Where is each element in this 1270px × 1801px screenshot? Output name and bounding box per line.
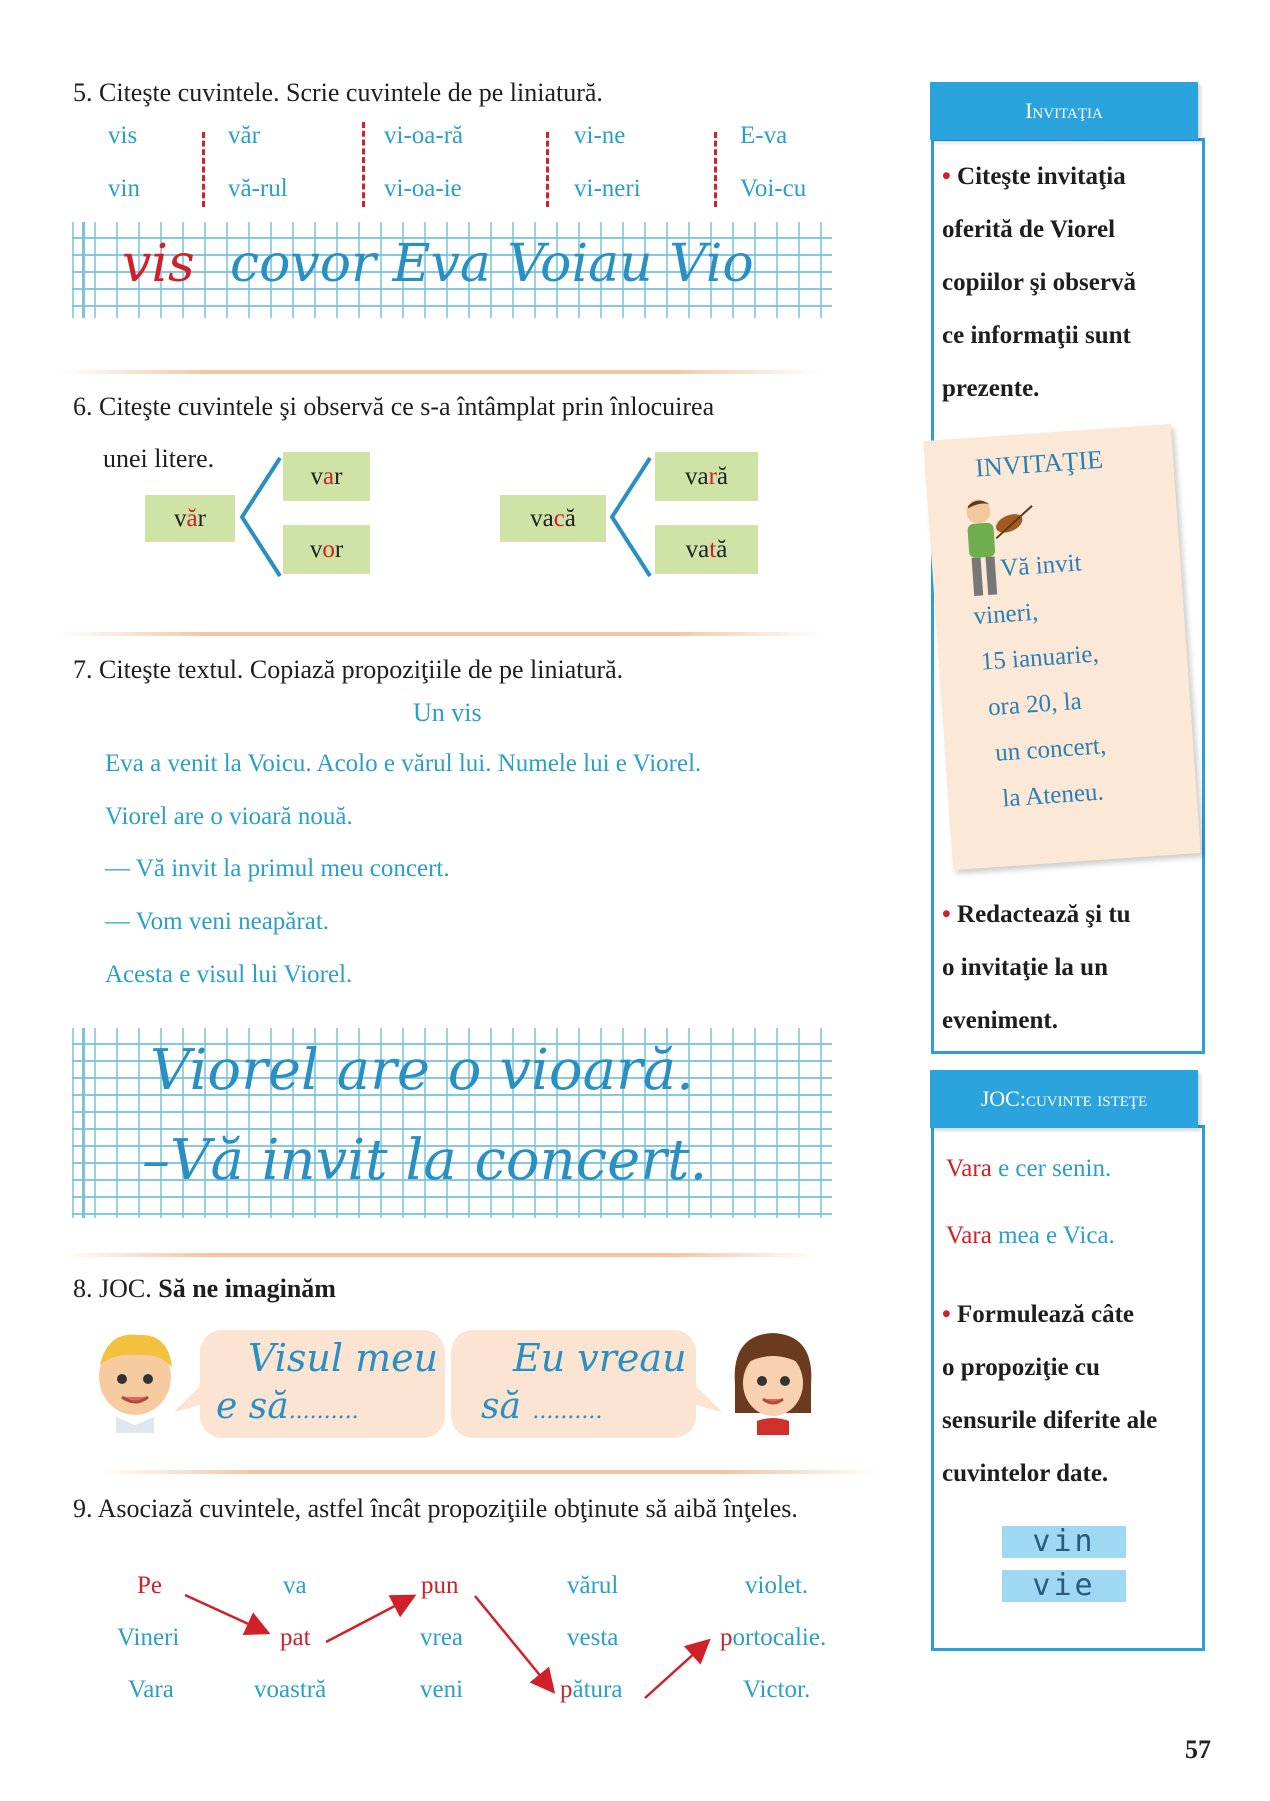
ex7-handwriting-line1: Viorel are o vioară.: [150, 1038, 694, 1103]
word-part: Vineri: [117, 1624, 180, 1651]
ex9-word: [560, 1676, 622, 1704]
word-part-red: p: [720, 1624, 733, 1651]
letter: v: [309, 535, 323, 563]
ex9-heading: 9. Asociază cuvintele, astfel încât propoziţiile obţinute să aibă înţeles.: [73, 1494, 798, 1523]
invitation-line: Vă invit: [999, 549, 1083, 583]
intro-line: copiilor şi observă: [942, 269, 1136, 296]
ex9-word: [743, 1676, 810, 1704]
changed-letter: a: [323, 462, 335, 490]
invitation-card: [923, 424, 1200, 870]
word-part: Victor.: [743, 1676, 811, 1703]
ex7-heading: 7. Citeşte textul. Copiază propoziţiile de pe liniatură.: [73, 655, 624, 684]
section-divider: [60, 632, 820, 636]
bullet-icon: •: [942, 1301, 951, 1328]
ex5-word: vis: [108, 122, 138, 149]
ex9-word: [254, 1676, 326, 1704]
changed-letter: r: [708, 462, 717, 490]
bubble-text: Visul meu: [248, 1336, 439, 1380]
game-sentence: [946, 1155, 1111, 1183]
bubble-text: [216, 1386, 359, 1427]
sentence-rest: e cer senin.: [991, 1155, 1112, 1182]
ex5-word: vin: [108, 175, 140, 202]
intro-line: prezente.: [942, 375, 1040, 402]
intro-line: Citeşte invitaţia: [957, 163, 1126, 190]
sidebar-invitation-intro: [942, 150, 1197, 415]
arrow: [645, 1642, 707, 1698]
word-part: Vara: [128, 1676, 174, 1703]
word-box-bottom: [655, 525, 758, 574]
ex6-heading: 6. Citeşte cuvintele şi observă ce s-a întâmplat prin înlocuirea: [73, 392, 715, 421]
word-box-top: [655, 452, 758, 501]
changed-letter: o: [322, 535, 335, 563]
invitation-line: un concert,: [994, 732, 1107, 767]
ex7-handwriting-line2: –Vă invit la concert.: [142, 1128, 708, 1193]
ex9-word: [421, 1572, 459, 1600]
ex5-word: văr: [228, 122, 260, 149]
word-part: vrea: [420, 1624, 464, 1651]
ex9-word: [117, 1624, 179, 1652]
invitation-card-text: [972, 540, 1111, 822]
ex5-heading: 5. Citeşte cuvintele. Scrie cuvintele de pe liniatură.: [73, 78, 603, 107]
bubble-tail-icon: [692, 1382, 722, 1416]
invitation-line: la Ateneu.: [1001, 778, 1105, 813]
ex5-word: vi-oa-ie: [384, 175, 462, 202]
arrow: [475, 1596, 552, 1690]
answer-blank: ..........: [288, 1399, 359, 1424]
letter: ă: [716, 535, 728, 563]
sentence-rest: mea e Vica.: [991, 1222, 1115, 1249]
page-number: 57: [1185, 1735, 1211, 1764]
ex5-handwriting-red: vis: [122, 234, 195, 294]
speech-bubble: [451, 1330, 696, 1438]
ex9-word: [720, 1624, 826, 1652]
ex9-word: [128, 1676, 174, 1704]
sidebar-game-header: [930, 1070, 1198, 1128]
girl-face-icon: [725, 1325, 820, 1440]
game-sentence: [946, 1222, 1115, 1250]
letter: r: [334, 462, 343, 490]
ex9-word: [137, 1572, 162, 1600]
ex7-text-line: — Vom veni neapărat.: [105, 908, 330, 935]
task-line: eveniment.: [942, 1007, 1058, 1034]
ex8-heading-prefix: 8. JOC.: [73, 1274, 159, 1303]
word-part: vesta: [567, 1624, 619, 1651]
word-part: voastră: [254, 1676, 327, 1703]
game-header-prefix: JOC:: [980, 1086, 1026, 1111]
word-chip-vie: vie: [1002, 1570, 1126, 1602]
word-box-root: [500, 495, 606, 542]
bubble-text: [481, 1386, 602, 1427]
invitation-card-title: INVITAŢIE: [974, 444, 1104, 483]
sidebar-invitation-task: [942, 888, 1197, 1047]
invitation-line: 15 ianuarie,: [979, 640, 1100, 676]
ex5-word: vi-neri: [574, 175, 641, 202]
ex5-word: E-va: [740, 122, 788, 149]
changed-letter: ă: [186, 504, 198, 532]
word-part: ătura: [572, 1676, 623, 1703]
arrow: [326, 1597, 412, 1642]
letter: va: [684, 462, 709, 490]
changed-letter: c: [553, 504, 565, 532]
ruled-margin: [82, 222, 85, 318]
ex9-word: [567, 1572, 618, 1600]
word-chip-vin: vin: [1002, 1526, 1126, 1558]
word-box-top: [283, 452, 370, 501]
ex5-word: vi-oa-ră: [384, 122, 464, 149]
word-part: ortocalie.: [732, 1624, 827, 1651]
ex7-text-line: — Vă invit la primul meu concert.: [105, 855, 450, 882]
arrow: [185, 1595, 266, 1632]
word-part-red: pat: [280, 1624, 311, 1651]
task-line: Redactează şi tu: [957, 901, 1131, 928]
ruled-margin: [82, 1028, 85, 1218]
ex7-writing-lines: [72, 1028, 832, 1218]
speech-bubble: [200, 1330, 445, 1438]
bullet-icon: •: [942, 163, 951, 190]
ex8-heading: [73, 1274, 336, 1304]
ex6-heading-cont: unei litere.: [103, 444, 215, 473]
highlight-word: Vara: [946, 1155, 992, 1182]
dashed-separator: [546, 132, 549, 207]
ex9-word: [280, 1624, 311, 1652]
section-divider: [60, 370, 820, 374]
ex9-word: [420, 1676, 463, 1704]
boy-face-icon: [88, 1325, 183, 1435]
word-part: violet.: [745, 1572, 809, 1599]
letter: v: [174, 504, 187, 532]
ex7-text-line: Eva a venit la Voicu. Acolo e vărul lui. Numele lui e Viorel.: [105, 750, 702, 777]
ex7-text-line: Viorel are o vioară nouă.: [105, 803, 353, 830]
ex9-word: [420, 1624, 463, 1652]
bubble-prompt: să: [481, 1386, 521, 1427]
invitation-line: vineri,: [972, 598, 1040, 631]
letter: r: [334, 535, 344, 563]
changed-letter: t: [709, 535, 717, 563]
bubble-prompt: e să: [216, 1386, 289, 1427]
letter: va: [530, 504, 554, 532]
ex5-word: vi-ne: [574, 122, 626, 149]
word-part: va: [283, 1572, 307, 1599]
bracket-icon: [236, 452, 286, 582]
ex8-heading-bold: Să ne imaginăm: [158, 1274, 336, 1303]
letter: v: [310, 462, 324, 490]
letter: ă: [716, 462, 729, 490]
task-line: cuvintelor date.: [942, 1460, 1109, 1487]
task-line: Formulează câte: [957, 1301, 1135, 1328]
word-box-root: [145, 495, 235, 542]
bullet-icon: •: [942, 901, 951, 928]
ex9-word: [567, 1624, 618, 1652]
ex5-handwriting-blue: covor Eva Voiau Vio: [230, 234, 754, 294]
section-divider: [100, 1470, 880, 1474]
word-part-red: Pe: [137, 1572, 162, 1599]
section-divider: [60, 1253, 820, 1257]
answer-blank: ..........: [532, 1399, 603, 1424]
word-part: veni: [420, 1676, 464, 1703]
ex9-word: [745, 1572, 808, 1600]
letter: ă: [564, 504, 576, 532]
ex5-word: vă-rul: [228, 175, 288, 202]
task-line: o propoziţie cu: [942, 1354, 1100, 1381]
dashed-separator: [362, 122, 365, 207]
bubble-tail-icon: [174, 1382, 204, 1416]
sidebar-game-task: [942, 1288, 1197, 1500]
dashed-separator: [714, 132, 717, 207]
sidebar-invitation-header: Invitaţia: [930, 82, 1198, 140]
game-header-title: cuvinte isteţe: [1025, 1086, 1148, 1111]
dashed-separator: [202, 132, 205, 207]
word-part: vărul: [567, 1572, 619, 1599]
bracket-icon: [606, 452, 656, 582]
task-line: sensurile diferite ale: [942, 1407, 1158, 1434]
invitation-line: ora 20, la: [987, 687, 1083, 722]
intro-line: oferită de Viorel: [942, 216, 1116, 243]
ex5-writing-lines: [72, 222, 832, 318]
word-box-bottom: [283, 525, 370, 574]
intro-line: ce informaţii sunt: [942, 322, 1131, 349]
ex9-word: [283, 1572, 307, 1600]
letter: va: [685, 535, 710, 563]
ex7-text-title: Un vis: [413, 698, 482, 727]
ex5-word: Voi-cu: [740, 175, 807, 202]
ex7-text-line: Acesta e visul lui Viorel.: [105, 961, 353, 988]
letter: r: [197, 504, 206, 532]
bubble-text: Eu vreau: [513, 1336, 687, 1380]
word-part-red: pun: [421, 1572, 459, 1599]
word-part-red: p: [560, 1676, 573, 1703]
task-line: o invitaţie la un: [942, 954, 1108, 981]
highlight-word: Vara: [946, 1222, 992, 1249]
